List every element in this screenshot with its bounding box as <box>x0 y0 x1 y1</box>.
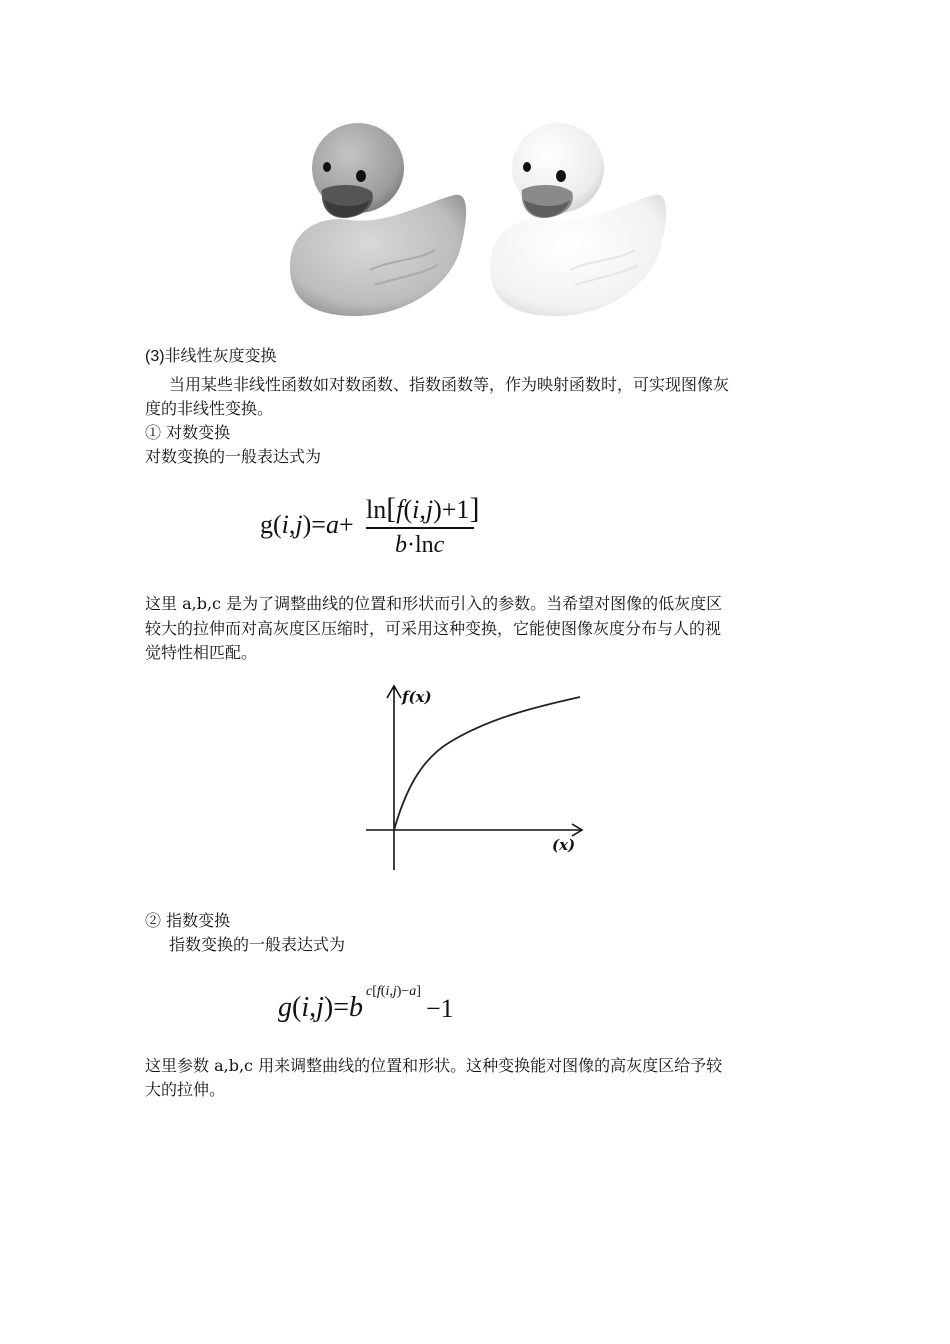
log-transform-title: ① 对数变换 <box>145 423 231 442</box>
log-transform-expr-label: 对数变换的一般表达式为 <box>145 447 322 466</box>
exp-transform-expr-label: 指数变换的一般表达式为 <box>169 935 346 954</box>
duck-right-image <box>490 123 666 316</box>
section-heading: (3)非线性灰度变换 <box>145 348 277 365</box>
log-formula: g(i,j)=a+ ln[f(i,j)+1] b·lnc <box>260 492 480 558</box>
log-explain-line-3: 觉特性相匹配。 <box>145 643 258 662</box>
intro-line-1: 当用某些非线性函数如对数函数、指数函数等，作为映射函数时，可实现图像灰 <box>169 375 730 394</box>
exp-transform-title: ② 指数变换 <box>145 911 231 930</box>
exp-explain-line-1: 这里参数 a,b,c 用来调整曲线的位置和形状。这种变换能对图像的高灰度区给予较 <box>145 1056 723 1075</box>
y-axis-label: f(x) <box>402 688 432 706</box>
duck-images <box>280 120 670 320</box>
log-explain-line-1: 这里 a,b,c 是为了调整曲线的位置和形状而引入的参数。当希望对图像的低灰度区 <box>145 594 723 613</box>
exp-formula: g(i,j)=b c[f(i,j)−a] −1 <box>278 984 454 1023</box>
log-curve-graph <box>360 682 600 877</box>
exp-explain-line-2: 大的拉伸。 <box>145 1080 226 1099</box>
intro-line-2: 度的非线性变换。 <box>145 399 274 418</box>
log-curve <box>394 697 580 830</box>
duck-left-image <box>290 123 466 316</box>
x-axis-label: (x) <box>552 836 576 854</box>
log-explain-line-2: 较大的拉伸而对高灰度区压缩时，可采用这种变换，它能使图像灰度分布与人的视 <box>145 619 722 638</box>
